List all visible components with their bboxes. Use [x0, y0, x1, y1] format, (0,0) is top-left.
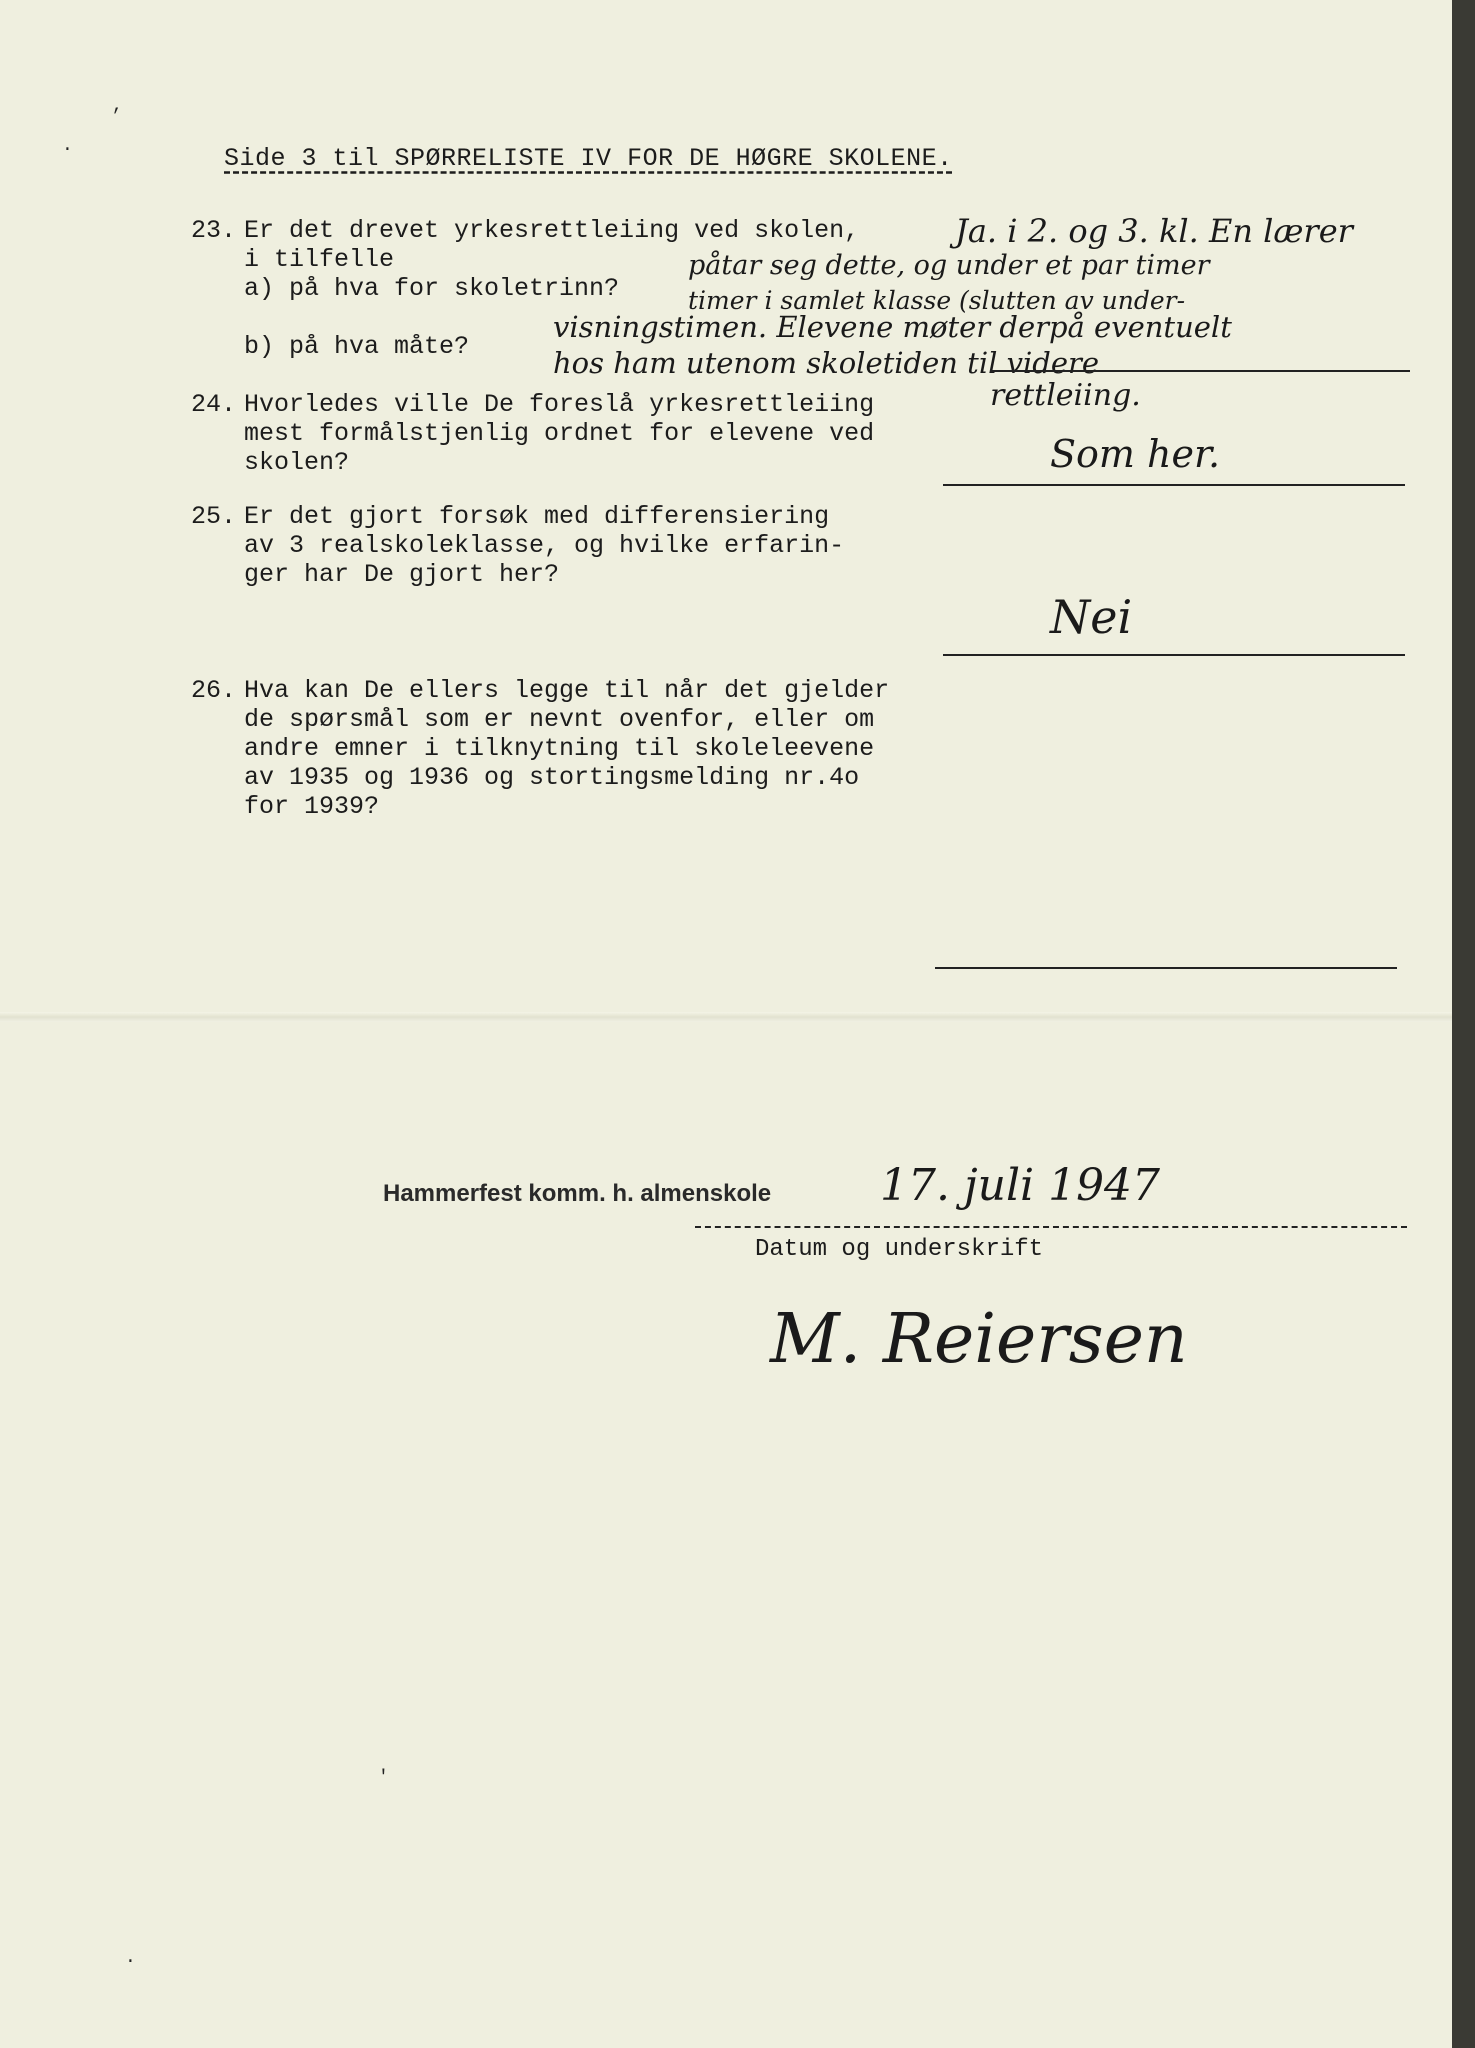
answer-line: [943, 484, 1405, 486]
question-text: Hva kan De ellers legge til når det gjelder de spørsmål som er nevnt ovenfor, eller om andre emner i tilknytning til skoleleevene av 1935 og 1936 og stortingsmelding nr.4o for 1939?: [244, 676, 890, 821]
handwritten-signature: M. Reiersen: [770, 1300, 1188, 1379]
signature-label: Datum og underskrift: [755, 1236, 1044, 1263]
answer-line: [990, 370, 1410, 372]
question-26: [176, 676, 890, 821]
question-text: Hvorledes ville De foreslå yrkesrettleiing mest formålstjenlig ordnet for elevene ved skolen?: [244, 390, 875, 477]
handwritten-answer-line: hos ham utenom skoletiden til videre: [553, 346, 1100, 380]
school-stamp: Hammerfest komm. h. almenskole: [383, 1180, 772, 1207]
scan-speck: ': [378, 1768, 389, 1788]
handwritten-answer-line: Ja. i 2. og 3. kl. En lærer: [955, 212, 1353, 250]
question-number: 23.: [190, 216, 236, 245]
question-24: [176, 390, 875, 506]
handwritten-answer: Nei: [1050, 590, 1133, 644]
question-text: Er det drevet yrkesrettleiing ved skolen, i tilfelle a) på hva for skoletrinn? b) på hva måte?: [244, 216, 860, 361]
scan-speck: .: [125, 1948, 136, 1968]
paper-fold: [0, 1012, 1452, 1022]
handwritten-answer-line: timer i samlet klasse (slutten av under-: [688, 286, 1186, 315]
scan-speck: ·: [62, 140, 73, 160]
answer-line: [935, 967, 1397, 969]
handwritten-date: 17. juli 1947: [880, 1160, 1161, 1211]
question-23: [176, 216, 860, 361]
scan-speck: ,: [112, 96, 123, 116]
signature-dash-line: [695, 1226, 1407, 1228]
question-number: 24.: [190, 390, 236, 419]
page-heading: Side 3 til SPØRRELISTE IV FOR DE HØGRE SKOLENE.: [224, 144, 953, 173]
question-number: 26.: [190, 676, 236, 705]
answer-line: [943, 654, 1405, 656]
handwritten-answer: Som her.: [1050, 432, 1221, 476]
handwritten-answer-line: rettleiing.: [990, 378, 1141, 413]
question-text: Er det gjort forsøk med differensiering av 3 realskoleklasse, og hvilke erfarin- ger har De gjort her?: [244, 502, 845, 589]
question-25: [176, 502, 845, 618]
handwritten-answer-line: visningstimen. Elevene møter derpå eventuelt: [553, 310, 1232, 344]
question-number: 25.: [190, 502, 236, 531]
handwritten-answer-line: påtar seg dette, og under et par timer: [688, 250, 1210, 281]
